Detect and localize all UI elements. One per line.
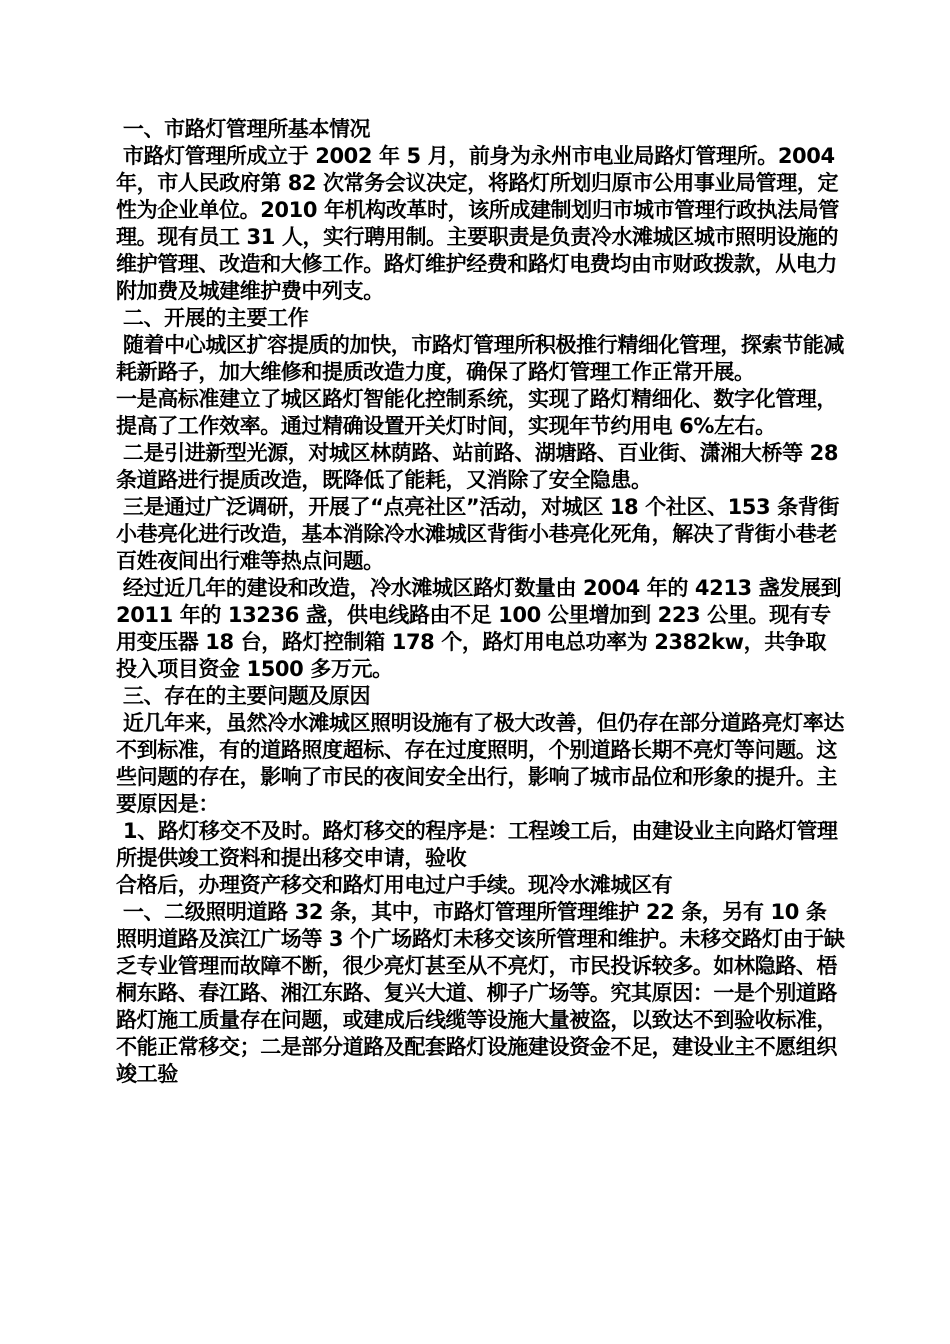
paragraph-work-item-3: 三是通过广泛调研，开展了“点亮社区”活动，对城区 18 个社区、153 条背街小巷亮化进行改造，基本消除冷水滩城区背街小巷亮化死角，解决了背街小巷老百姓夜间出行难等热点问题。 xyxy=(116,495,839,573)
document-body xyxy=(116,116,846,1088)
paragraph-problem-1-cont: 合格后，办理资产移交和路灯用电过户手续。现冷水滩城区有 xyxy=(116,873,673,897)
paragraph-main-work-intro: 随着中心城区扩容提质的加快，市路灯管理所积极推行精细化管理，探索节能减耗新路子，加大维修和提质改造力度，确保了路灯管理工作正常开展。 xyxy=(116,333,844,384)
section-heading-main-work: 二、开展的主要工作 xyxy=(116,306,309,330)
paragraph-problem-1-detail: 一、二级照明道路 32 条，其中，市路灯管理所管理维护 22 条，另有 10 条照明道路及滨江广场等 3 个广场路灯未移交该所管理和维护。未移交路灯由于缺乏专业管理而故障不断，很少亮灯甚至从不亮灯，市民投诉较多。如林隐路、梧桐东路、春江路、湘江东路、复兴大道、柳子广场等。究其原因：一是个别道路路灯施工质量存在问题，或建成后线缆等设施大量被盗，以致达不到验收标准，不能正常移交；二是部分道路及配套路灯设施建设资金不足，建设业主不愿组织竣工验 xyxy=(116,900,845,1086)
paragraph-problems-intro: 近几年来，虽然冷水滩城区照明设施有了极大改善，但仍存在部分道路亮灯率达不到标准，有的道路照度超标、存在过度照明，个别道路长期不亮灯等问题。这些问题的存在，影响了市民的夜间安全出行，影响了城市品位和形象的提升。主要原因是： xyxy=(116,711,844,816)
paragraph-basic-info: 市路灯管理所成立于 2002 年 5 月，前身为永州市电业局路灯管理所。2004 年，市人民政府第 82 次常务会议决定，将路灯所划归原市公用事业局管理，定性为企业单位。2010 年机构改革时，该所成建制划归市城市管理行政执法局管理。现有员工 31 人，实行聘用制。主要职责是负责冷水滩城区城市照明设施的维护管理、改造和大修工作。路灯维护经费和路灯电费均由市财政拨款，从电力附加费及城建维护费中列支。 xyxy=(116,144,842,303)
paragraph-work-item-2: 二是引进新型光源，对城区林荫路、站前路、湖塘路、百业街、潇湘大桥等 28 条道路进行提质改造，既降低了能耗，又消除了安全隐患。 xyxy=(116,441,845,492)
paragraph-work-item-1: 一是高标准建立了城区路灯智能化控制系统，实现了路灯精细化、数字化管理，提高了工作效率。通过精确设置开关灯时间，实现年节约用电 6%左右。 xyxy=(116,387,837,438)
section-heading-problems: 三、存在的主要问题及原因 xyxy=(116,684,371,708)
paragraph-work-summary: 经过近几年的建设和改造，冷水滩城区路灯数量由 2004 年的 4213 盏发展到 2011 年的 13236 盏，供电线路由不足 100 公里增加到 223 公里。现有专用变压器 18 台，路灯控制箱 178 个，路灯用电总功率为 2382kw，共争取投入项目资金 1500 多万元。 xyxy=(116,576,848,681)
paragraph-problem-1: 1、路灯移交不及时。路灯移交的程序是：工程竣工后，由建设业主向路灯管理所提供竣工资料和提出移交申请，验收 xyxy=(116,819,838,870)
section-heading-basic-info: 一、市路灯管理所基本情况 xyxy=(116,117,371,141)
